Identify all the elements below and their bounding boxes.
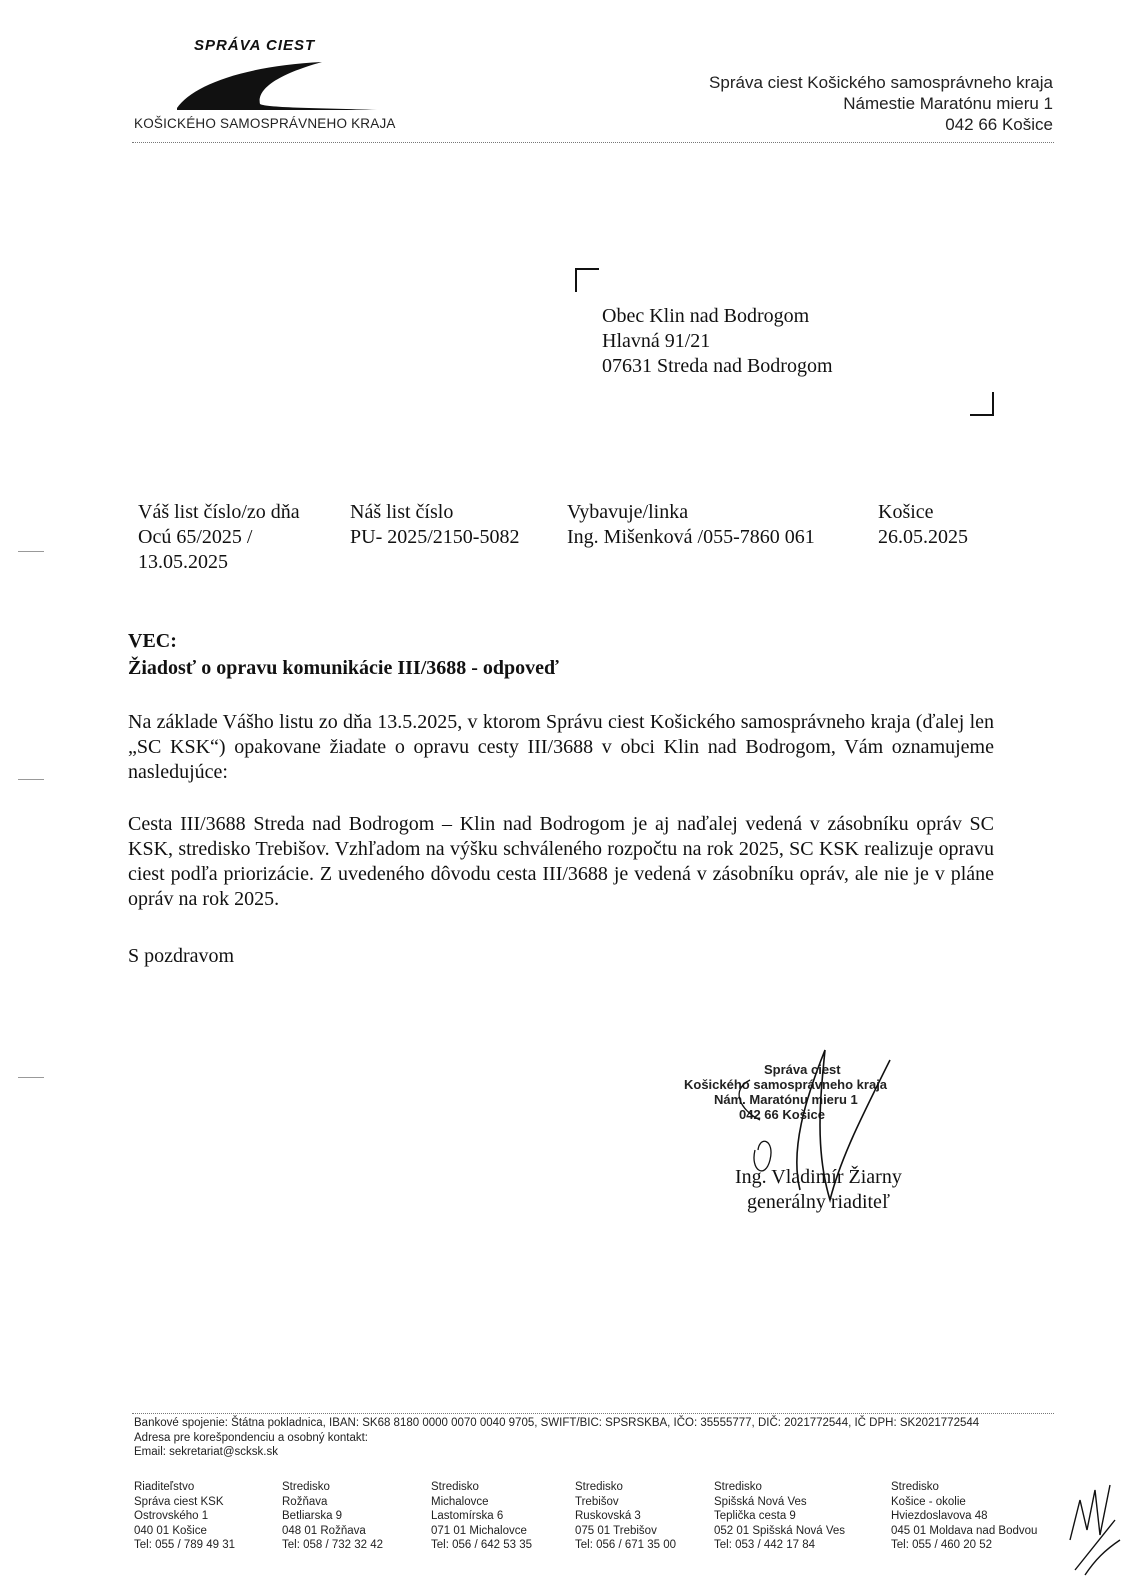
sender-line: Správa ciest Košického samosprávneho kraja bbox=[709, 73, 1053, 92]
office-line: 040 01 Košice bbox=[134, 1524, 207, 1537]
recipient-line: Hlavná 91/21 bbox=[602, 330, 711, 352]
our-letter-ref bbox=[350, 500, 519, 550]
handler-label: Vybavuje/linka bbox=[567, 501, 689, 523]
signatory-title: generálny riaditeľ bbox=[747, 1191, 891, 1213]
body-paragraph-1: Na základe Vášho listu zo dňa 13.5.2025, v ktorom Správu ciest Košického samosprávneho kraja (ďalej len „SC KSK“) opakovane žiadate o opravu cesty III/3688 v obci Klin nad Bodrogom, Vám oznamujeme nasledujúce: bbox=[128, 711, 994, 783]
office-line: Ruskovská 3 bbox=[575, 1510, 641, 1522]
logo-subtitle: KOŠICKÉHO SAMOSPRÁVNEHO KRAJA bbox=[134, 116, 396, 131]
logo-title: SPRÁVA CIEST bbox=[194, 37, 316, 54]
sender-address bbox=[709, 72, 1053, 135]
fold-mark bbox=[18, 1077, 44, 1078]
office-line: Trebišov bbox=[575, 1495, 619, 1508]
our-letter-number: PU- 2025/2150-5082 bbox=[350, 526, 520, 548]
correspondence-note: Adresa pre korešpondenciu a osobný kontakt: bbox=[134, 1431, 368, 1444]
footer-divider bbox=[132, 1413, 1054, 1414]
office-line: Betliarska 9 bbox=[282, 1510, 343, 1522]
office-line: Lastomírska 6 bbox=[431, 1510, 504, 1522]
office-line: Stredisko bbox=[431, 1481, 479, 1493]
office-line: Riaditeľstvo bbox=[134, 1481, 195, 1493]
closing: S pozdravom bbox=[128, 945, 235, 967]
your-letter-date: 13.05.2025 bbox=[138, 551, 228, 573]
recipient-line: 07631 Streda nad Bodrogom bbox=[602, 355, 833, 377]
office-line: 052 01 Spišská Nová Ves bbox=[714, 1524, 846, 1537]
stamp-line: Nám. Maratónu mieru 1 bbox=[714, 1092, 858, 1107]
address-window-corner-bottom bbox=[970, 392, 994, 416]
handler-ref bbox=[567, 500, 815, 550]
header-divider bbox=[132, 142, 1054, 143]
fold-mark bbox=[18, 551, 44, 552]
signatory-name: Ing. Vladimír Žiarny bbox=[735, 1166, 902, 1188]
body-paragraph-2: Cesta III/3688 Streda nad Bodrogom – Klin nad Bodrogom je aj naďalej vedená v zásobníku opráv SC KSK, stredisko Trebišov. Vzhľadom na výšku schváleného rozpočtu na rok 2025, SC KSK realizuje opravu ciest podľa priorizácie. Z uvedeného dôvodu cesta III/3688 je vedená v zásobníku opráv, ale nie je v pláne opráv na rok 2025. bbox=[128, 813, 994, 910]
office-line: Michalovce bbox=[431, 1495, 489, 1508]
address-window-corner-top bbox=[575, 268, 599, 292]
office-line: 048 01 Rožňava bbox=[282, 1524, 366, 1537]
office-line: Tel: 056 / 671 35 00 bbox=[575, 1539, 677, 1551]
stamp-line: Košického samosprávneho kraja bbox=[684, 1077, 888, 1092]
bank-details: Bankové spojenie: Štátna pokladnica, IBAN: SK68 8180 0000 0070 0040 9705, SWIFT/BIC: SPSRSKBA, IČO: 35555777, DIČ: 2021772544, IČ DPH: SK2021772544 bbox=[134, 1417, 980, 1429]
office-line: Tel: 055 / 789 49 31 bbox=[134, 1539, 236, 1551]
subject-block bbox=[128, 628, 559, 682]
our-letter-label: Náš list číslo bbox=[350, 501, 454, 523]
your-letter-label: Váš list číslo/zo dňa bbox=[138, 501, 300, 523]
office-roznava bbox=[282, 1480, 383, 1553]
office-michalovce bbox=[431, 1480, 532, 1553]
recipient-address bbox=[602, 304, 833, 379]
office-line: 045 01 Moldava nad Bodvou bbox=[891, 1524, 1038, 1537]
stamp-line: Správa ciest bbox=[764, 1062, 841, 1077]
office-spisska-nova-ves bbox=[714, 1480, 845, 1553]
office-line: 075 01 Trebišov bbox=[575, 1524, 657, 1537]
office-line: Tel: 053 / 442 17 84 bbox=[714, 1539, 816, 1551]
office-line: Spišská Nová Ves bbox=[714, 1495, 807, 1508]
office-line: Správa ciest KSK bbox=[134, 1495, 224, 1508]
sender-line: Námestie Maratónu mieru 1 bbox=[843, 94, 1053, 113]
office-line: Rožňava bbox=[282, 1495, 328, 1508]
office-line: 071 01 Michalovce bbox=[431, 1524, 527, 1537]
office-line: Košice - okolie bbox=[891, 1495, 966, 1508]
place-date-ref bbox=[878, 500, 968, 550]
place-label: Košice bbox=[878, 501, 934, 523]
office-kosice-okolie bbox=[891, 1480, 1037, 1553]
subject-text: Žiadosť o opravu komunikácie III/3688 - odpoveď bbox=[128, 657, 559, 679]
office-line: Stredisko bbox=[575, 1481, 623, 1493]
office-line: Tel: 058 / 732 32 42 bbox=[282, 1539, 384, 1551]
office-line: Stredisko bbox=[714, 1481, 762, 1493]
subject-label: VEC: bbox=[128, 630, 177, 652]
fold-mark bbox=[18, 779, 44, 780]
office-line: Hviezdoslavova 48 bbox=[891, 1510, 988, 1522]
handler-value: Ing. Mišenková /055-7860 061 bbox=[567, 526, 815, 548]
your-letter-ref bbox=[138, 500, 300, 575]
contact-email: Email: sekretariat@scksk.sk bbox=[134, 1446, 278, 1458]
office-line: Ostrovského 1 bbox=[134, 1510, 209, 1522]
footer-bank-info bbox=[134, 1416, 979, 1460]
office-line: Tel: 055 / 460 20 52 bbox=[891, 1539, 993, 1551]
office-line: Tel: 056 / 642 53 35 bbox=[431, 1539, 533, 1551]
letter-date: 26.05.2025 bbox=[878, 526, 968, 548]
recipient-line: Obec Klin nad Bodrogom bbox=[602, 305, 810, 327]
your-letter-number: Ocú 65/2025 / bbox=[138, 526, 253, 548]
office-headquarters bbox=[134, 1480, 235, 1553]
initials-signature-icon bbox=[1065, 1480, 1125, 1580]
office-line: Stredisko bbox=[282, 1481, 330, 1493]
office-trebisov bbox=[575, 1480, 676, 1553]
sender-line: 042 66 Košice bbox=[945, 115, 1053, 134]
stamp-line: 042 66 Košice bbox=[739, 1107, 826, 1122]
office-line: Teplička cesta 9 bbox=[714, 1510, 796, 1522]
office-line: Stredisko bbox=[891, 1481, 939, 1493]
